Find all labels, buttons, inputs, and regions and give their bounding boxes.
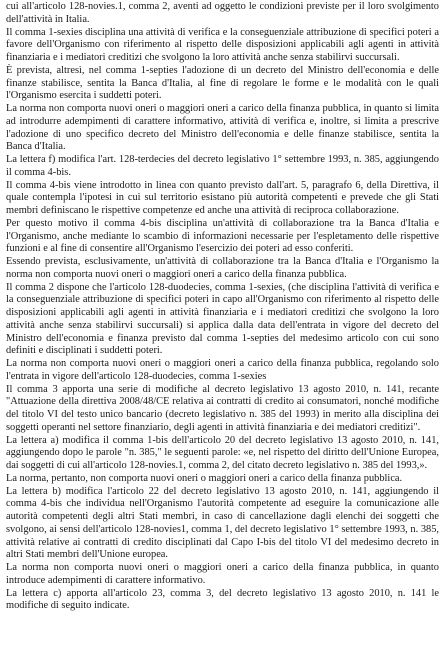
paragraph-5: La lettera f) modifica l'art. 128-terdecies del decreto legislativo 1° settembre 1993, n. 385, aggiungendo il comma 4-bis. <box>6 154 439 178</box>
paragraph-3: È prevista, altresì, nel comma 1-septies l'adozione di un decreto del Ministro dell'economia e delle finanze stabilisce, sentita la Banca d'Italia, al fine di regolare le forme e le modalità con le quali l'Organismo esercita i suddetti poteri. <box>6 64 439 102</box>
paragraph-16: La lettera c) apporta all'articolo 23, comma 3, del decreto legislativo 13 agosto 2010, n. 141 le modifiche di seguito indicate. <box>6 587 439 612</box>
paragraph-14: La lettera b) modifica l'articolo 22 del decreto legislativo 13 agosto 2010, n. 141, aggiungendo il comma 4-bis che individua nell'Organismo l'autorità competente ad eseguire la comunicazione alle autorità competenti degli altri Stati membri, in caso di cancellazione dagli elenchi dei soggetti che svolgono, ai sensi dell'articolo 128-novies1, comma 1, del decreto legislativo 1° settembre 1993, n. 385, attività relative ai contratti di credito disciplinati dal Capo I-bis del titolo VI del medesimo decreto in altri Stati membri dell'Unione europea. <box>6 485 439 561</box>
paragraph-4: La norma non comporta nuovi oneri o maggiori oneri a carico della finanza pubblica, in quanto si limita ad introdurre adempimenti di carattere informativo, attività di verifica e, inoltre, si limita a prescrive l'adozione di uno specifico decreto del Ministro dell'economia e delle finanze stabilisce, sentita la Banca d'Italia. <box>6 103 439 153</box>
paragraph-1: cui all'articolo 128-novies.1, comma 2, aventi ad oggetto le condizioni previste per il loro svolgimento dell'attività in Italia. <box>6 1 439 25</box>
paragraph-2: Il comma 1-sexies disciplina una attività di verifica e la conseguenziale attribuzione di specifici poteri a favore dell'Organismo con riferimento al rispetto delle disposizioni applicabili agli agenti in attività finanziaria e i mediatori creditizi che svolgono la loro attività anche senza stabilirvi succursali. <box>6 26 439 63</box>
paragraph-15: La norma non comporta nuovi oneri o maggiori oneri a carico della finanza pubblica, in quanto introduce adempimenti di carattere informativo. <box>6 562 439 586</box>
paragraph-10: La norma non comporta nuovi oneri o maggiori oneri a carico della finanza pubblica, regolando solo l'entrata in vigore dell'articolo 128-duodecies, comma 1-sexies <box>6 358 439 382</box>
paragraph-12: La lettera a) modifica il comma 1-bis dell'articolo 20 del decreto legislativo 13 agosto 2010, n. 141, aggiungendo dopo le parole "n. 385," le seguenti parole: «e, nel rispetto del diritto dell'Unione Europea, dai soggetti di cui all'articolo 128-novies.1, comma 2, del citato decreto legislativo n. 385 del 1993,». <box>6 434 439 471</box>
paragraph-7: Per questo motivo il comma 4-bis disciplina un'attività di collaborazione tra la Banca d'Italia e l'Organismo, anche mediante lo scambio di informazioni necessarie per l'espletamento delle rispettive funzioni e al fine di consentire all'Organismo l'esercizio dei poteri ad esso conferiti. <box>6 217 439 255</box>
paragraph-11: Il comma 3 apporta una serie di modifiche al decreto legislativo 13 agosto 2010, n. 141, recante "Attuazione della direttiva 2008/48/CE relativa ai contratti di credito ai consumatori, nonché modifiche del titolo VI del testo unico bancario (decreto legislativo n. 385 del 1993) in merito alla disciplina dei soggetti operanti nel settore finanziario, degli agenti in attività finanziaria e dei mediatori creditizi". <box>6 383 439 433</box>
paragraph-6: Il comma 4-bis viene introdotto in linea con quanto previsto dall'art. 5, paragrafo 6, della Direttiva, il quale contempla l'ipotesi in cui sul territorio esistano più autorità competenti e prevede che gli Stati membri definiscano le rispettive competenze ed anche una attività di reciproca collaborazione. <box>6 179 439 216</box>
paragraph-8: Essendo prevista, esclusivamente, un'attività di collaborazione tra la Banca d'Italia e l'Organismo la norma non comporta nuovi oneri o maggiori oneri a carico della finanza pubblica. <box>6 256 439 280</box>
paragraph-13: La norma, pertanto, non comporta nuovi oneri o maggiori oneri a carico della finanza pubblica. <box>6 472 403 484</box>
paragraph-9: Il comma 2 dispone che l'articolo 128-duodecies, comma 1-sexies, (che disciplina l'attività di verifica e la conseguenziale attribuzione di specifici poteri in capo all'Organismo con riferimento al rispetto delle disposizioni applicabili agli agenti in attività finanziaria e i mediatori creditizi che svolgono la loro attività anche senza stabilirvi succursali) si applica dalla data dell'entrata in vigore del decreto del Ministro dell'economia e finanza previsto dal comma 1-septies del medesimo articolo con cui sono definiti e disciplinati i suddetti poteri. <box>6 281 439 357</box>
